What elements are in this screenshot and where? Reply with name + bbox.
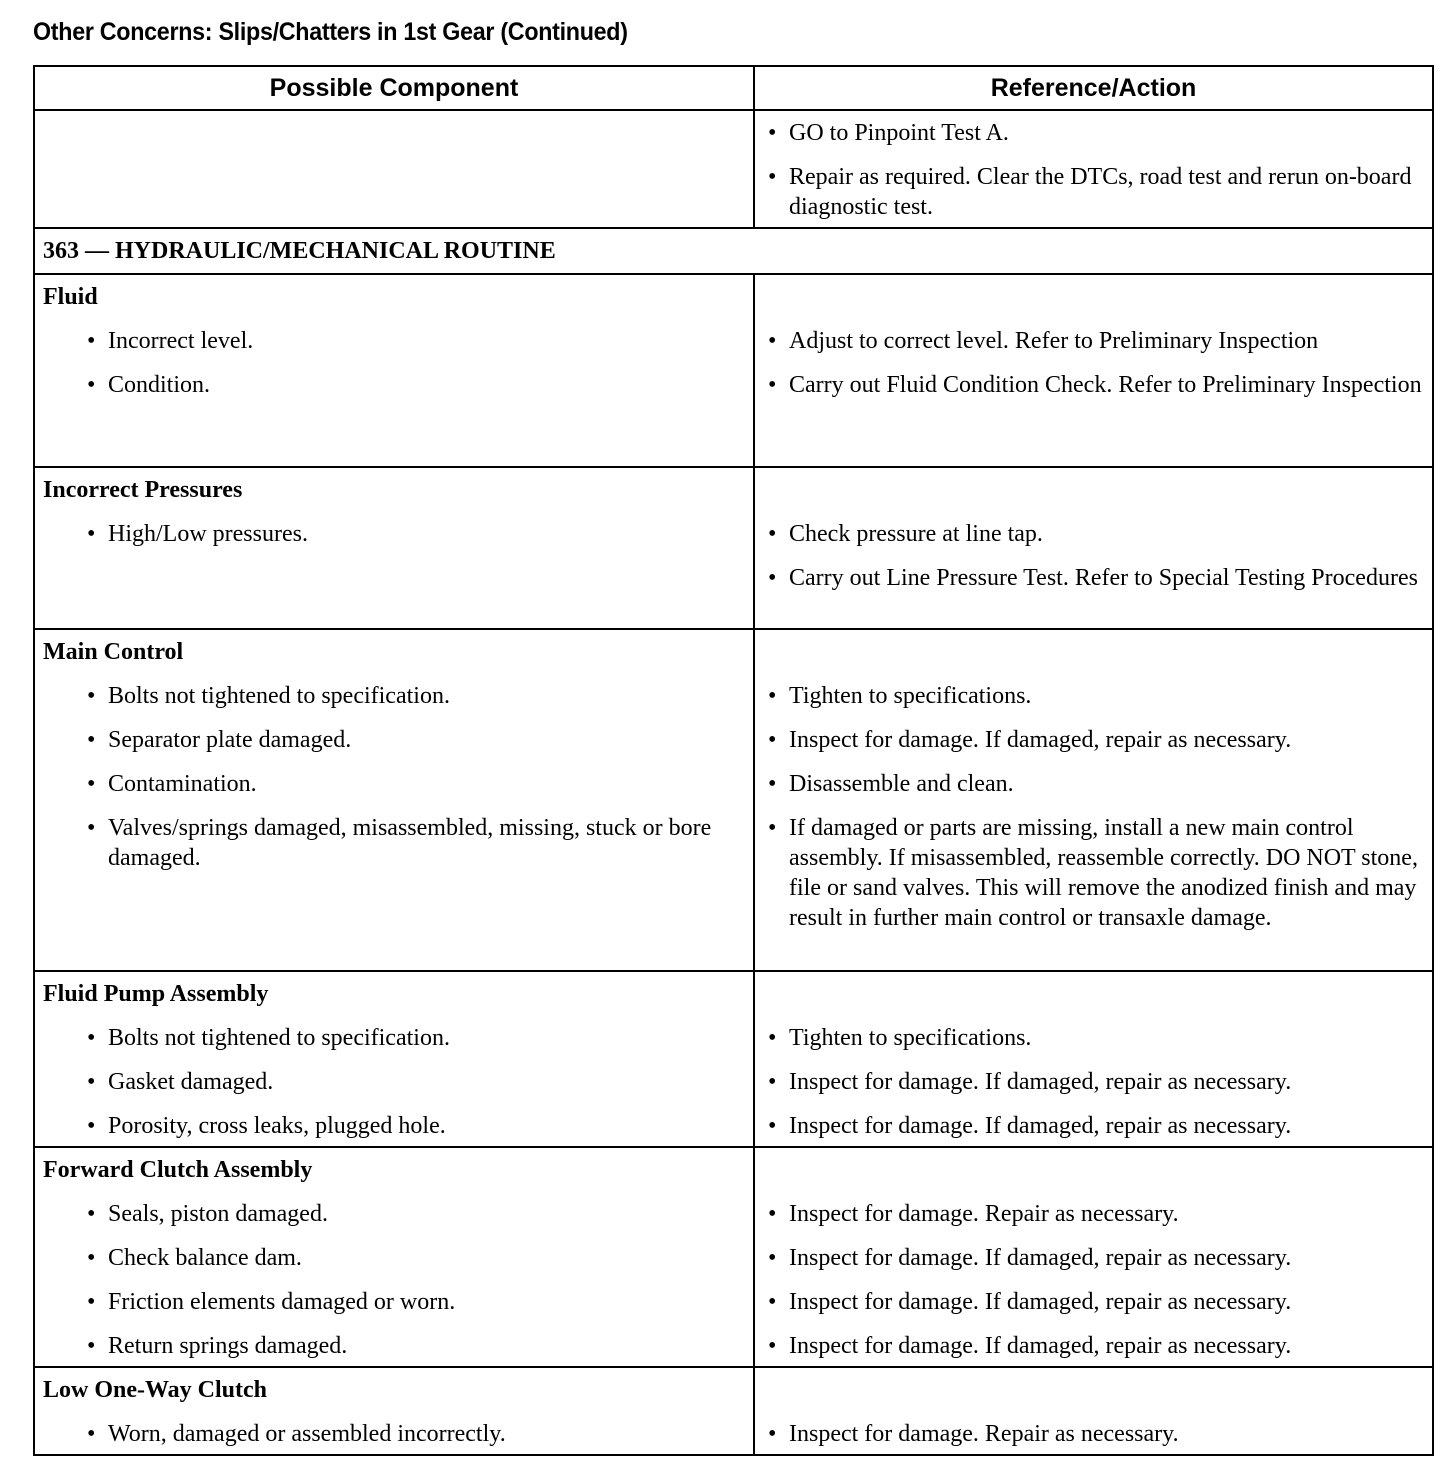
- bullet-icon: •: [87, 1113, 96, 1139]
- bullet-icon: •: [87, 1025, 96, 1051]
- page-title: Other Concerns: Slips/Chatters in 1st Gear (Continued): [33, 18, 628, 46]
- list-item: [768, 1023, 1424, 1053]
- list-item: [87, 1067, 745, 1097]
- item-text: Seals, piston damaged.: [108, 1201, 328, 1227]
- list-item: [768, 769, 1424, 799]
- bullet-icon: •: [768, 1025, 777, 1051]
- item-text: High/Low pressures.: [108, 521, 308, 547]
- list-item: [768, 1419, 1424, 1449]
- item-text: Inspect for damage. If damaged, repair as necessary.: [789, 1113, 1292, 1139]
- bullet-icon: •: [87, 727, 96, 753]
- item-text: Inspect for damage. If damaged, repair as necessary.: [789, 1245, 1292, 1271]
- bullet-icon: •: [768, 372, 777, 398]
- section-title: Fluid Pump Assembly: [43, 981, 269, 1007]
- list-item: [87, 1023, 745, 1053]
- list-item: [768, 519, 1424, 549]
- item-text: Disassemble and clean.: [789, 771, 1014, 797]
- component-cell: [35, 275, 755, 466]
- table-header: [35, 67, 1432, 111]
- section-band: 363 — HYDRAULIC/MECHANICAL ROUTINE: [35, 229, 1432, 275]
- bullet-icon: •: [768, 164, 777, 190]
- item-text: Separator plate damaged.: [108, 727, 352, 753]
- list-item: [87, 725, 745, 755]
- list-item: [768, 813, 1424, 933]
- item-text: Carry out Line Pressure Test. Refer to Special Testing Procedures: [789, 565, 1418, 591]
- section-forward-clutch-assembly: [35, 1148, 1432, 1368]
- section-fluid: [35, 275, 1432, 468]
- item-text: Porosity, cross leaks, plugged hole.: [108, 1113, 446, 1139]
- action-cell: [755, 1368, 1432, 1456]
- list-item: [87, 813, 745, 933]
- item-text: Tighten to specifications.: [789, 683, 1032, 709]
- item-text: Repair as required. Clear the DTCs, road test and rerun on-board diagnostic test.: [789, 164, 1412, 220]
- item-text: Inspect for damage. If damaged, repair as necessary.: [789, 1289, 1292, 1315]
- item-text: Inspect for damage. If damaged, repair as necessary.: [789, 1069, 1292, 1095]
- section-title: Fluid: [43, 284, 98, 310]
- bullet-icon: •: [768, 521, 777, 547]
- bullet-icon: •: [768, 1289, 777, 1315]
- list-item: [87, 370, 745, 400]
- list-item: [87, 681, 745, 711]
- bullet-icon: •: [768, 727, 777, 753]
- bullet-icon: •: [768, 683, 777, 709]
- bullet-icon: •: [768, 771, 777, 797]
- bullet-icon: •: [768, 1201, 777, 1227]
- bullet-icon: •: [87, 1069, 96, 1095]
- item-text: Return springs damaged.: [108, 1333, 348, 1359]
- list-item: [87, 1419, 745, 1449]
- item-text: If damaged or parts are missing, install a new main control assembly. If misassembled, reassemble correctly. DO NOT stone, file or sand valves. This will remove the anodized finish and may result in further main control or transaxle damage.: [789, 815, 1418, 931]
- section-row: [35, 1368, 1432, 1456]
- item-text: Contamination.: [108, 771, 257, 797]
- item-text: Inspect for damage. If damaged, repair as necessary.: [789, 727, 1292, 753]
- action-cell: [755, 1148, 1432, 1368]
- bullet-icon: •: [87, 1333, 96, 1359]
- bullet-icon: •: [87, 1289, 96, 1315]
- list-item: [768, 162, 1424, 222]
- item-text: Incorrect level.: [108, 328, 254, 354]
- section-low-one-way-clutch: [35, 1368, 1432, 1454]
- bullet-icon: •: [768, 565, 777, 591]
- spacer: [763, 1155, 1424, 1185]
- list-item: [768, 1067, 1424, 1097]
- section-row: [35, 275, 1432, 466]
- spacer: [763, 979, 1424, 1009]
- bullet-icon: •: [768, 328, 777, 354]
- list-item: [768, 1199, 1424, 1229]
- section-row: [35, 630, 1432, 970]
- list-item: [768, 1111, 1424, 1141]
- bullet-icon: •: [87, 683, 96, 709]
- continued-row: [35, 111, 1432, 229]
- spacer: [763, 637, 1424, 667]
- item-text: Valves/springs damaged, misassembled, missing, stuck or bore damaged.: [108, 815, 712, 871]
- header-component: Possible Component: [35, 67, 755, 109]
- component-cell: [35, 1368, 755, 1456]
- list-item: [87, 326, 745, 356]
- section-row: [35, 972, 1432, 1148]
- item-text: Bolts not tightened to specification.: [108, 1025, 450, 1051]
- section-row: [35, 1148, 1432, 1368]
- list-item: [87, 769, 745, 799]
- spacer: [763, 282, 1424, 312]
- section-main-control: [35, 630, 1432, 972]
- list-item: [768, 370, 1424, 400]
- action-cell: [755, 468, 1432, 628]
- section-incorrect-pressures: [35, 468, 1432, 630]
- bullet-icon: •: [87, 521, 96, 547]
- bullet-icon: •: [768, 1421, 777, 1447]
- list-item: [768, 1243, 1424, 1273]
- component-cell: [35, 468, 755, 628]
- diagnosis-table: [33, 65, 1434, 1456]
- bullet-icon: •: [87, 771, 96, 797]
- spacer: [763, 1375, 1424, 1405]
- bullet-icon: •: [768, 815, 777, 841]
- action-cell: [755, 275, 1432, 466]
- list-item: [768, 326, 1424, 356]
- item-text: Check balance dam.: [108, 1245, 302, 1271]
- bullet-icon: •: [768, 1333, 777, 1359]
- section-title: Low One-Way Clutch: [43, 1377, 268, 1403]
- list-item: [768, 563, 1424, 593]
- item-text: Carry out Fluid Condition Check. Refer to Preliminary Inspection: [789, 372, 1422, 398]
- item-text: Inspect for damage. If damaged, repair as necessary.: [789, 1333, 1292, 1359]
- action-cell: [755, 972, 1432, 1148]
- item-text: Check pressure at line tap.: [789, 521, 1043, 547]
- list-item: [87, 519, 745, 549]
- item-text: Condition.: [108, 372, 211, 398]
- spacer: [763, 475, 1424, 505]
- section-fluid-pump-assembly: [35, 972, 1432, 1148]
- component-cell: [35, 972, 755, 1148]
- item-text: Inspect for damage. Repair as necessary.: [789, 1201, 1179, 1227]
- action-cell: [755, 630, 1432, 970]
- bullet-icon: •: [87, 1421, 96, 1447]
- header-action: Reference/Action: [990, 73, 1197, 102]
- list-item: [768, 1331, 1424, 1361]
- list-item: [87, 1111, 745, 1141]
- item-text: Tighten to specifications.: [789, 1025, 1032, 1051]
- section-title: Forward Clutch Assembly: [43, 1157, 313, 1183]
- item-text: Bolts not tightened to specification.: [108, 683, 450, 709]
- list-item: [768, 118, 1424, 148]
- bullet-icon: •: [768, 1113, 777, 1139]
- item-text: Adjust to correct level. Refer to Preliminary Inspection: [789, 328, 1319, 354]
- bullet-icon: •: [87, 1245, 96, 1271]
- list-item: [768, 725, 1424, 755]
- list-item: [768, 681, 1424, 711]
- list-item: [768, 1287, 1424, 1317]
- bullet-icon: •: [87, 1201, 96, 1227]
- bullet-icon: •: [768, 1245, 777, 1271]
- list-item: [87, 1199, 745, 1229]
- bullet-icon: •: [87, 372, 96, 398]
- item-text: Friction elements damaged or worn.: [108, 1289, 456, 1315]
- bullet-icon: •: [87, 328, 96, 354]
- item-text: Gasket damaged.: [108, 1069, 274, 1095]
- list-item: [87, 1331, 745, 1361]
- bullet-icon: •: [768, 120, 777, 146]
- section-title: Incorrect Pressures: [43, 477, 243, 503]
- item-text: Worn, damaged or assembled incorrectly.: [108, 1421, 506, 1447]
- section-row: [35, 468, 1432, 628]
- component-cell: [35, 1148, 755, 1368]
- bullet-icon: •: [87, 815, 96, 841]
- list-item: [87, 1287, 745, 1317]
- list-item: [87, 1243, 745, 1273]
- section-title: Main Control: [43, 639, 184, 665]
- component-cell: [35, 630, 755, 970]
- bullet-icon: •: [768, 1069, 777, 1095]
- item-text: GO to Pinpoint Test A.: [789, 120, 1009, 146]
- item-text: Inspect for damage. Repair as necessary.: [789, 1421, 1179, 1447]
